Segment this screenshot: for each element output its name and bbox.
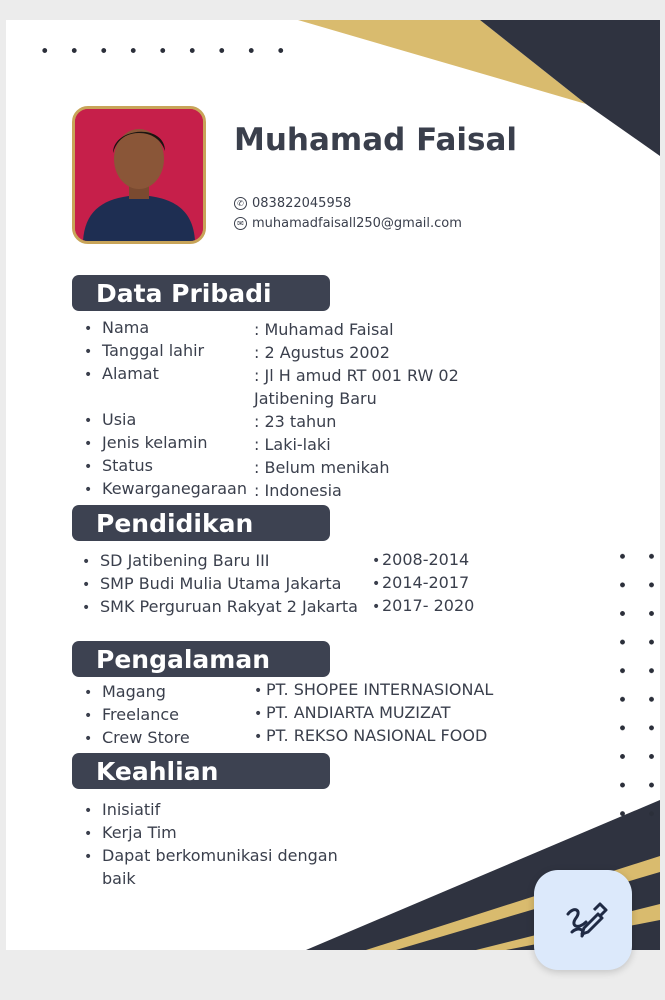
section-header-skills: Keahlian [72, 753, 330, 789]
list-value: • PT. SHOPEE INTERNASIONAL [254, 680, 494, 699]
list-value: : 23 tahun [254, 412, 337, 431]
pencil-edit-icon [534, 870, 632, 970]
edit-fab-button[interactable] [534, 870, 632, 970]
section-header-personal: Data Pribadi [72, 275, 330, 311]
list-value: Jatibening Baru [254, 389, 377, 408]
list-item: • SD Jatibening Baru III [82, 551, 270, 570]
list-item: • Crew Store [84, 728, 190, 747]
list-item: • Freelance [84, 705, 179, 724]
phone-contact [234, 196, 351, 211]
list-value: • PT. REKSO NASIONAL FOOD [254, 726, 488, 745]
phone-number: 083822045958 [252, 196, 352, 211]
list-item: • Dapat berkomunikasi dengan [84, 846, 338, 865]
email-icon: ✉ [234, 217, 247, 230]
list-item: • Alamat [84, 364, 159, 383]
list-item: • SMP Budi Mulia Utama Jakarta [82, 574, 342, 593]
list-value: • 2014-2017 [372, 573, 470, 592]
list-value: : 2 Agustus 2002 [254, 343, 390, 362]
list-item: • Tanggal lahir [84, 341, 205, 360]
list-item: • Nama [84, 318, 150, 337]
list-item: • Status [84, 456, 153, 475]
list-item: • Inisiatif [84, 800, 161, 819]
list-value: : Laki-laki [254, 435, 331, 454]
email-address: muhamadfaisall250@gmail.com [252, 216, 462, 231]
dot-pattern-right [608, 542, 660, 822]
profile-photo [72, 106, 206, 244]
list-item: • Jenis kelamin [84, 433, 208, 452]
list-value: • 2017- 2020 [372, 596, 475, 615]
list-item: • Kewarganegaraan [84, 479, 247, 498]
list-item: • Magang [84, 682, 166, 701]
list-item-continued: baik [102, 869, 136, 888]
list-item: • Usia [84, 410, 137, 429]
dot-pattern-top [30, 36, 300, 76]
list-value: • PT. ANDIARTA MUZIZAT [254, 703, 451, 722]
section-header-experience: Pengalaman [72, 641, 330, 677]
resume-page [6, 20, 660, 950]
list-value: : Belum menikah [254, 458, 390, 477]
phone-icon: ✆ [234, 197, 247, 210]
list-value: : Muhamad Faisal [254, 320, 394, 339]
person-name: Muhamad Faisal [234, 122, 518, 158]
list-value: • 2008-2014 [372, 550, 470, 569]
list-item: • SMK Perguruan Rakyat 2 Jakarta [82, 597, 358, 616]
email-contact [234, 216, 462, 231]
section-header-education: Pendidikan [72, 505, 330, 541]
list-value: : Indonesia [254, 481, 342, 500]
list-value: : Jl H amud RT 001 RW 02 [254, 366, 459, 385]
list-item: • Kerja Tim [84, 823, 177, 842]
